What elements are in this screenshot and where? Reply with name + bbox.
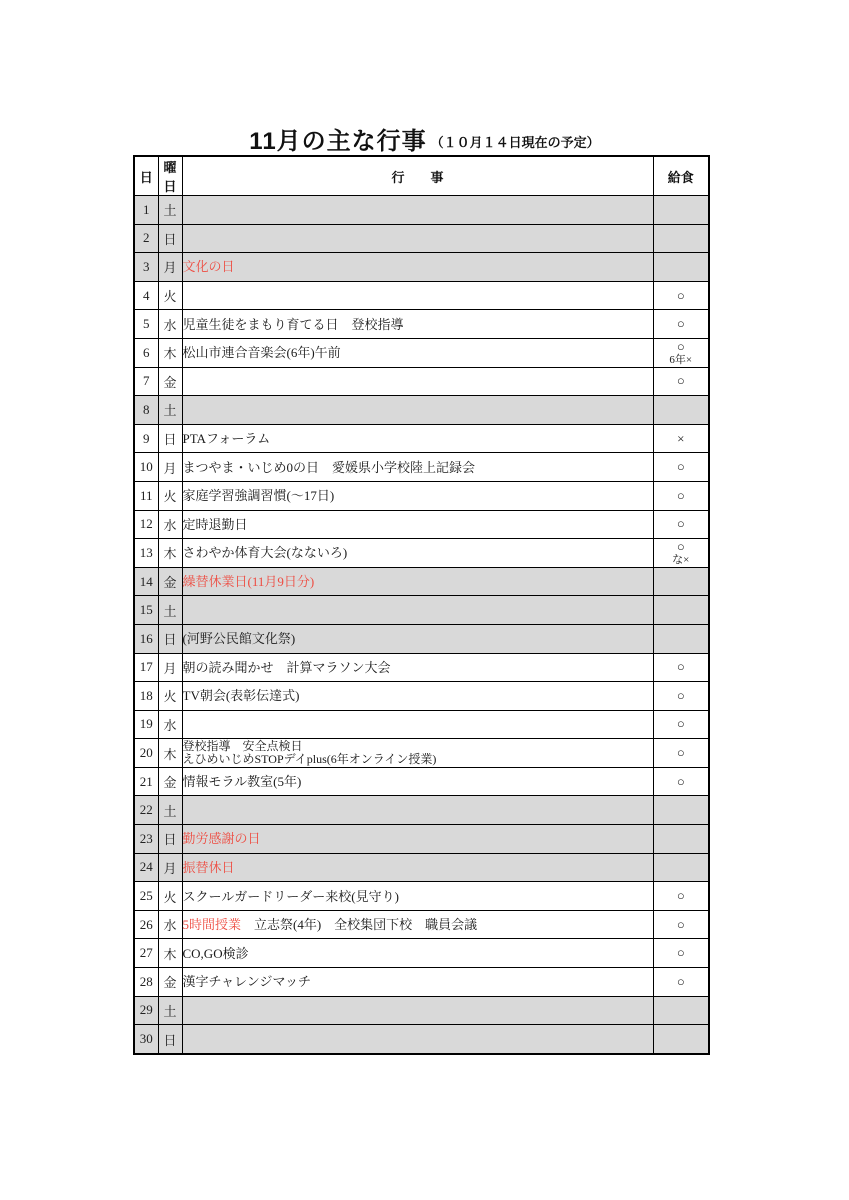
table-row xyxy=(134,825,709,854)
event-text-holiday: 繰替休業日(11月9日分) xyxy=(182,574,315,590)
event-line xyxy=(183,345,653,360)
event-line xyxy=(183,574,653,589)
event-text: スクールガードリーダー来校(見守り) xyxy=(182,888,399,904)
lunch-note: な× xyxy=(672,553,690,566)
weekday-cell: 金 xyxy=(158,767,182,796)
event-text: まつやま・いじめ0の日 愛媛県小学校陸上記録会 xyxy=(182,459,476,475)
lunch-cell xyxy=(653,910,709,939)
page-title-note: （１０月１４日現在の予定） xyxy=(430,135,600,150)
lunch-cell xyxy=(653,453,709,482)
weekday-cell: 日 xyxy=(158,624,182,653)
lunch-cell xyxy=(653,968,709,997)
weekday-cell: 月 xyxy=(158,453,182,482)
event-cell xyxy=(182,710,653,739)
event-cell xyxy=(182,596,653,625)
event-line xyxy=(183,317,653,332)
lunch-mark: ○ xyxy=(676,716,685,732)
event-line xyxy=(183,831,653,846)
event-cell xyxy=(182,624,653,653)
weekday-cell: 木 xyxy=(158,338,182,367)
day-cell: 17 xyxy=(134,653,158,682)
event-line xyxy=(183,517,653,532)
event-text: (河野公民館文化祭) xyxy=(182,631,296,647)
day-cell: 4 xyxy=(134,281,158,310)
event-text: 松山市連合音楽会(6年)午前 xyxy=(182,345,341,361)
weekday-cell: 月 xyxy=(158,853,182,882)
table-row xyxy=(134,424,709,453)
event-cell xyxy=(182,481,653,510)
table-row xyxy=(134,196,709,225)
event-cell xyxy=(182,825,653,854)
day-cell: 22 xyxy=(134,796,158,825)
lunch-cell xyxy=(653,481,709,510)
event-line xyxy=(183,688,653,703)
lunch-cell xyxy=(653,996,709,1025)
weekday-cell: 土 xyxy=(158,996,182,1025)
table-row xyxy=(134,767,709,796)
event-cell xyxy=(182,396,653,425)
event-line xyxy=(183,460,653,475)
event-cell xyxy=(182,882,653,911)
lunch-note: 6年× xyxy=(669,353,693,366)
events-table xyxy=(133,155,710,1055)
page-title xyxy=(0,121,849,156)
table-row xyxy=(134,624,709,653)
event-cell xyxy=(182,224,653,253)
event-cell xyxy=(182,853,653,882)
weekday-cell: 水 xyxy=(158,910,182,939)
lunch-mark: ○ xyxy=(676,687,685,703)
table-row xyxy=(134,367,709,396)
lunch-cell xyxy=(653,338,709,367)
lunch-cell xyxy=(653,796,709,825)
lunch-cell xyxy=(653,567,709,596)
table-row xyxy=(134,682,709,711)
weekday-cell: 木 xyxy=(158,539,182,568)
lunch-mark: ○ xyxy=(676,516,685,532)
table-row xyxy=(134,567,709,596)
weekday-cell: 土 xyxy=(158,596,182,625)
lunch-mark: ○ xyxy=(676,659,685,675)
table-row xyxy=(134,481,709,510)
lunch-mark: ○ xyxy=(676,773,685,789)
event-cell xyxy=(182,196,653,225)
event-cell xyxy=(182,367,653,396)
event-text-holiday: 勤労感謝の日 xyxy=(182,831,261,847)
lunch-cell xyxy=(653,539,709,568)
table-row xyxy=(134,996,709,1025)
event-line xyxy=(183,774,653,789)
day-cell: 29 xyxy=(134,996,158,1025)
day-cell: 27 xyxy=(134,939,158,968)
lunch-cell xyxy=(653,196,709,225)
event-cell xyxy=(182,253,653,282)
lunch-cell xyxy=(653,882,709,911)
day-cell: 16 xyxy=(134,624,158,653)
header-lunch: 給食 xyxy=(653,156,709,196)
lunch-cell xyxy=(653,396,709,425)
lunch-cell xyxy=(653,653,709,682)
event-cell xyxy=(182,424,653,453)
table-row xyxy=(134,910,709,939)
event-line xyxy=(183,660,653,675)
event-text: 登校指導 安全点検日 xyxy=(182,739,303,754)
header-day: 日 xyxy=(134,156,158,196)
weekday-cell: 火 xyxy=(158,281,182,310)
lunch-cell xyxy=(653,767,709,796)
weekday-cell: 土 xyxy=(158,396,182,425)
weekday-cell: 木 xyxy=(158,939,182,968)
day-cell: 13 xyxy=(134,539,158,568)
lunch-cell xyxy=(653,424,709,453)
event-text: 漢字チャレンジマッチ xyxy=(182,974,311,990)
lunch-mark: ○ xyxy=(676,888,685,904)
lunch-cell xyxy=(653,825,709,854)
weekday-cell: 日 xyxy=(158,1025,182,1054)
event-cell xyxy=(182,767,653,796)
table-row xyxy=(134,396,709,425)
day-cell: 10 xyxy=(134,453,158,482)
lunch-mark: ○ xyxy=(676,373,685,389)
weekday-cell: 火 xyxy=(158,882,182,911)
day-cell: 3 xyxy=(134,253,158,282)
day-cell: 30 xyxy=(134,1025,158,1054)
event-text: 立志祭(4年) 全校集団下校 職員会議 xyxy=(241,917,478,933)
lunch-cell xyxy=(653,367,709,396)
event-text: えひめいじめSTOPデイplus(6年オンライン授業) xyxy=(182,752,437,767)
event-cell xyxy=(182,567,653,596)
event-text: 朝の読み聞かせ 計算マラソン大会 xyxy=(182,659,391,675)
day-cell: 15 xyxy=(134,596,158,625)
weekday-cell: 月 xyxy=(158,253,182,282)
event-cell xyxy=(182,310,653,339)
lunch-mark: ○ xyxy=(676,745,685,761)
weekday-cell: 火 xyxy=(158,481,182,510)
day-cell: 6 xyxy=(134,338,158,367)
lunch-cell xyxy=(653,510,709,539)
event-text-holiday: 5時間授業 xyxy=(182,917,242,933)
lunch-mark: × xyxy=(677,430,685,446)
event-line xyxy=(183,545,653,560)
lunch-mark: ○ xyxy=(676,487,685,503)
day-cell: 11 xyxy=(134,481,158,510)
lunch-mark: ○ xyxy=(676,973,685,989)
weekday-cell: 土 xyxy=(158,796,182,825)
event-line xyxy=(183,860,653,875)
event-cell xyxy=(182,996,653,1025)
event-cell xyxy=(182,281,653,310)
day-cell: 1 xyxy=(134,196,158,225)
lunch-mark: ○ xyxy=(676,538,685,554)
event-line xyxy=(183,946,653,961)
weekday-cell: 火 xyxy=(158,682,182,711)
event-cell xyxy=(182,1025,653,1054)
lunch-cell xyxy=(653,310,709,339)
event-text: 定時退勤日 xyxy=(182,516,248,532)
table-header xyxy=(134,156,709,196)
table-row xyxy=(134,281,709,310)
day-cell: 23 xyxy=(134,825,158,854)
lunch-cell xyxy=(653,853,709,882)
table-row xyxy=(134,939,709,968)
weekday-cell: 土 xyxy=(158,196,182,225)
table-row xyxy=(134,253,709,282)
day-cell: 19 xyxy=(134,710,158,739)
event-cell xyxy=(182,682,653,711)
day-cell: 28 xyxy=(134,968,158,997)
weekday-cell: 月 xyxy=(158,653,182,682)
day-cell: 20 xyxy=(134,739,158,768)
event-line xyxy=(183,753,653,766)
event-text-holiday: 振替休日 xyxy=(182,859,235,875)
day-cell: 12 xyxy=(134,510,158,539)
weekday-cell: 金 xyxy=(158,968,182,997)
event-text: TV朝会(表彰伝達式) xyxy=(182,688,300,704)
event-cell xyxy=(182,939,653,968)
header-events: 行 事 xyxy=(182,156,653,196)
table-row xyxy=(134,796,709,825)
header-row xyxy=(134,156,709,196)
day-cell: 9 xyxy=(134,424,158,453)
weekday-cell: 日 xyxy=(158,424,182,453)
table-row xyxy=(134,710,709,739)
event-line xyxy=(183,889,653,904)
lunch-cell xyxy=(653,939,709,968)
day-cell: 21 xyxy=(134,767,158,796)
day-cell: 24 xyxy=(134,853,158,882)
weekday-cell: 水 xyxy=(158,510,182,539)
day-cell: 7 xyxy=(134,367,158,396)
weekday-cell: 水 xyxy=(158,310,182,339)
day-cell: 18 xyxy=(134,682,158,711)
day-cell: 2 xyxy=(134,224,158,253)
day-cell: 25 xyxy=(134,882,158,911)
event-cell xyxy=(182,539,653,568)
lunch-cell xyxy=(653,624,709,653)
table-row xyxy=(134,968,709,997)
day-cell: 26 xyxy=(134,910,158,939)
event-cell xyxy=(182,968,653,997)
lunch-cell xyxy=(653,253,709,282)
lunch-cell xyxy=(653,281,709,310)
event-cell xyxy=(182,510,653,539)
event-cell xyxy=(182,453,653,482)
table-row xyxy=(134,882,709,911)
lunch-mark: ○ xyxy=(676,316,685,332)
day-cell: 8 xyxy=(134,396,158,425)
event-cell xyxy=(182,796,653,825)
lunch-mark: ○ xyxy=(676,287,685,303)
weekday-cell: 日 xyxy=(158,224,182,253)
lunch-mark: ○ xyxy=(676,338,685,354)
table-row xyxy=(134,853,709,882)
day-cell: 5 xyxy=(134,310,158,339)
event-line xyxy=(183,488,653,503)
event-line xyxy=(183,974,653,989)
event-line xyxy=(183,917,653,932)
event-cell xyxy=(182,653,653,682)
event-text: 児童生徒をまもり育てる日 登校指導 xyxy=(182,316,404,332)
event-text: PTAフォーラム xyxy=(182,431,271,447)
weekday-cell: 金 xyxy=(158,567,182,596)
lunch-cell xyxy=(653,1025,709,1054)
day-cell: 14 xyxy=(134,567,158,596)
table-row xyxy=(134,224,709,253)
table-row xyxy=(134,596,709,625)
weekday-cell: 金 xyxy=(158,367,182,396)
table-row xyxy=(134,310,709,339)
lunch-mark: ○ xyxy=(676,945,685,961)
table-body xyxy=(134,196,709,1054)
event-text: 情報モラル教室(5年) xyxy=(182,774,302,790)
lunch-mark: ○ xyxy=(676,459,685,475)
lunch-cell xyxy=(653,710,709,739)
lunch-cell xyxy=(653,739,709,768)
table-row xyxy=(134,739,709,768)
table-row xyxy=(134,510,709,539)
weekday-cell: 木 xyxy=(158,739,182,768)
event-text: 家庭学習強調習慣(～17日) xyxy=(182,488,335,504)
table-row xyxy=(134,539,709,568)
event-text: CO,GO検診 xyxy=(182,945,249,961)
page-title-text: 11月の主な行事 xyxy=(249,128,427,155)
lunch-cell xyxy=(653,224,709,253)
lunch-cell xyxy=(653,682,709,711)
event-line xyxy=(183,431,653,446)
event-line xyxy=(183,259,653,274)
lunch-mark: ○ xyxy=(676,916,685,932)
table-row xyxy=(134,338,709,367)
lunch-cell xyxy=(653,596,709,625)
table-row xyxy=(134,653,709,682)
table-row xyxy=(134,453,709,482)
event-cell xyxy=(182,338,653,367)
weekday-cell: 水 xyxy=(158,710,182,739)
table-row xyxy=(134,1025,709,1054)
event-cell xyxy=(182,739,653,768)
event-line xyxy=(183,631,653,646)
weekday-cell: 日 xyxy=(158,825,182,854)
event-text-holiday: 文化の日 xyxy=(182,259,235,275)
event-text: さわやか体育大会(なないろ) xyxy=(182,545,348,561)
event-cell xyxy=(182,910,653,939)
header-weekday: 曜日 xyxy=(158,156,182,196)
